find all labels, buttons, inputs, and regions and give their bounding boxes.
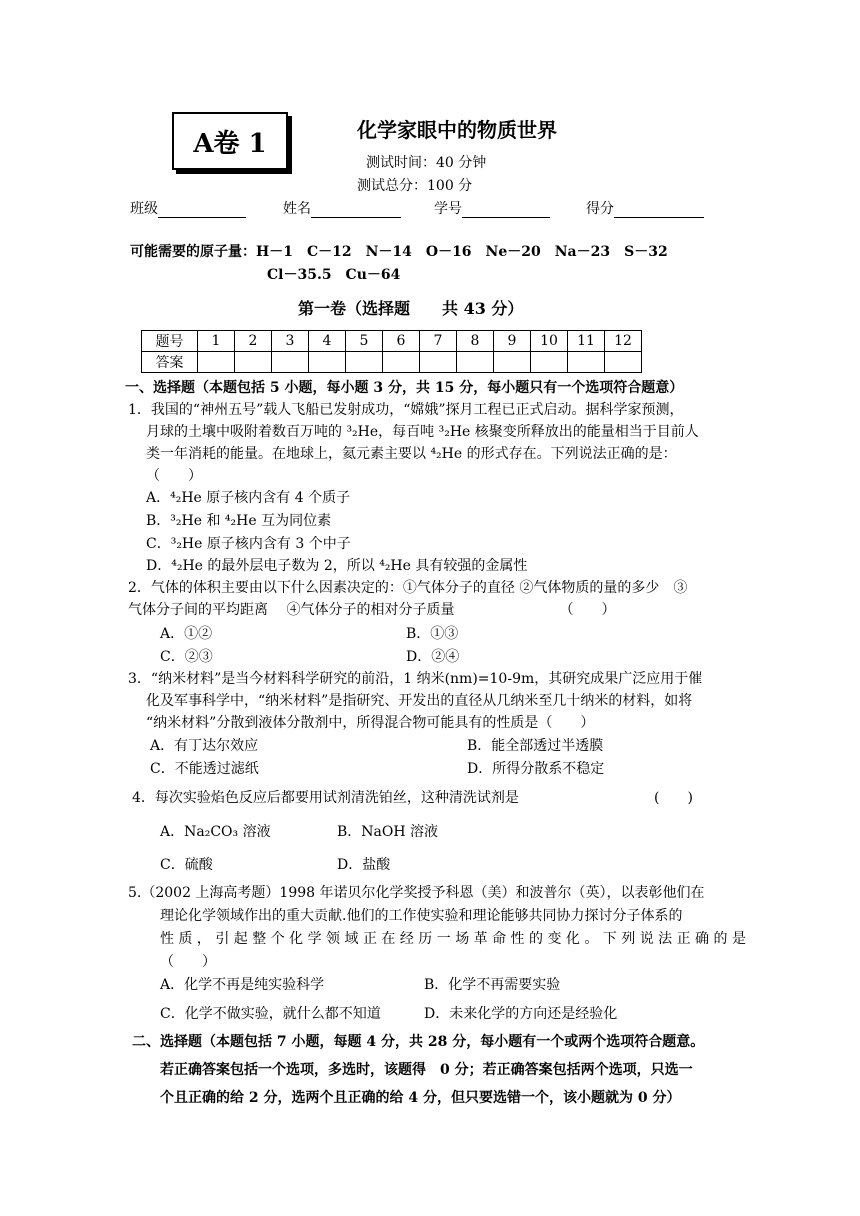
q2-option-d[interactable]: D．②④: [406, 649, 460, 665]
q5-line3: 性 质 ， 引 起 整 个 化 学 领 域 正 在 经 历 一 场 革 命 性 的 变 化 。 下 列 说 法 正 确 的 是: [160, 931, 746, 947]
name-label: 姓名: [283, 201, 311, 217]
q1-option-b[interactable]: B．³₂He 和 ⁴₂He 互为同位素: [146, 513, 332, 529]
answer-cell[interactable]: [346, 352, 383, 373]
answer-cell[interactable]: [605, 352, 642, 373]
answer-cell[interactable]: [198, 352, 235, 373]
q1-option-c[interactable]: C．³₂He 原子核内含有 3 个中子: [146, 536, 351, 552]
name-field[interactable]: [283, 198, 401, 218]
atomic-mass-line1: 可能需要的原子量：H－1 C－12 N－14 O－16 Ne－20 Na－23 S－32: [130, 244, 668, 260]
q4-option-d[interactable]: D．盐酸: [337, 857, 391, 873]
q2-line1: 2．气体的体积主要由以下什么因素决定的：①气体分子的直径 ②气体物质的量的多少 ③: [128, 580, 688, 596]
test-time: 测试时间：40 分钟: [366, 155, 487, 171]
class-field[interactable]: [130, 198, 246, 218]
answer-cell[interactable]: [531, 352, 568, 373]
table-header-cell: 答案: [142, 352, 198, 373]
q3-option-c[interactable]: C．不能透过滤纸: [150, 761, 259, 777]
class-label: 班级: [130, 201, 158, 217]
table-cell: 12: [605, 331, 642, 352]
q2-line2: 气体分子间的平均距离 ④气体分子的相对分子质量 （ ）: [128, 602, 616, 618]
table-cell: 7: [420, 331, 457, 352]
q3-option-a[interactable]: A．有丁达尔效应: [150, 738, 259, 754]
name-blank[interactable]: [311, 203, 401, 218]
table-row: [142, 331, 642, 352]
table-cell: 11: [568, 331, 605, 352]
section2-heading-line3: 个且正确的给 2 分，选两个且正确的给 4 分，但只要选错一个，该小题就为 0 分）: [160, 1090, 681, 1106]
q1-option-d[interactable]: D．⁴₂He 的最外层电子数为 2，所以 ⁴₂He 具有较强的金属性: [146, 558, 528, 574]
answer-cell[interactable]: [383, 352, 420, 373]
q2-option-c[interactable]: C．②③: [160, 649, 213, 665]
q3-option-b[interactable]: B．能全部透过半透膜: [467, 738, 604, 754]
part1-title: 第一卷（选择题 共 43 分）: [298, 299, 524, 318]
paper-badge: A卷 1: [172, 112, 288, 170]
q1-line1: 1．我国的“神州五号”载人飞船已发射成功，“嫦娥”探月工程已正式启动。据科学家预测，: [128, 402, 684, 418]
page-title: 化学家眼中的物质世界: [357, 118, 557, 142]
answer-cell[interactable]: [568, 352, 605, 373]
q3-line2: 化及军事科学中，“纳米材料”是指研究、开发出的直径从几纳米至几十纳米的材料，如将: [146, 693, 693, 709]
section2-heading-line2: 若正确答案包括一个选项，多选时，该题得 0 分；若正确答案包括两个选项，只选一: [160, 1062, 693, 1078]
table-cell: 2: [235, 331, 272, 352]
q2-option-b[interactable]: B．①③: [406, 626, 459, 642]
q5-answer-paren: （ ）: [160, 954, 216, 970]
q4-option-c[interactable]: C．硫酸: [160, 857, 213, 873]
q1-line3: 类一年消耗的能量。在地球上，氦元素主要以 ⁴₂He 的形式存在。下列说法正确的是：: [146, 446, 677, 462]
answer-table: [141, 330, 642, 373]
q3-option-d[interactable]: D．所得分散系不稳定: [467, 761, 605, 777]
table-cell: 6: [383, 331, 420, 352]
atomic-mass-line2: Cl－35.5 Cu－64: [267, 267, 401, 283]
table-cell: 9: [494, 331, 531, 352]
section1-heading: 一、选择题（本题包括 5 小题，每小题 3 分，共 15 分，每小题只有一个选项符合题意）: [125, 380, 684, 396]
table-header-cell: 题号: [142, 331, 198, 352]
table-cell: 1: [198, 331, 235, 352]
table-row: [142, 352, 642, 373]
q5-option-c[interactable]: C．化学不做实验，就什么都不知道: [160, 1006, 381, 1022]
table-cell: 3: [272, 331, 309, 352]
q4-answer-paren: ( ): [654, 790, 693, 806]
q1-line2: 月球的土壤中吸附着数百万吨的 ³₂He，每百吨 ³₂He 核聚变所释放出的能量相当于目前人: [146, 424, 699, 440]
score-field[interactable]: [586, 198, 704, 218]
score-blank[interactable]: [614, 203, 704, 218]
q1-option-a[interactable]: A．⁴₂He 原子核内含有 4 个质子: [146, 490, 351, 506]
q5-line1: 5.（2002 上海高考题）1998 年诺贝尔化学奖授予科恩（美）和波普尔（英），以表彰他们在: [128, 885, 705, 901]
q4-line1: 4．每次实验焰色反应后都要用试剂清洗铂丝，这种清洗试剂是: [132, 790, 519, 806]
answer-cell[interactable]: [309, 352, 346, 373]
table-cell: 8: [457, 331, 494, 352]
answer-cell[interactable]: [457, 352, 494, 373]
student-id-field[interactable]: [434, 198, 550, 218]
q4-option-a[interactable]: A．Na₂CO₃ 溶液: [160, 824, 271, 840]
q5-option-d[interactable]: D．未来化学的方向还是经验化: [424, 1006, 618, 1022]
class-blank[interactable]: [158, 203, 246, 218]
test-total: 测试总分：100 分: [357, 178, 473, 194]
student-id-blank[interactable]: [462, 203, 550, 218]
answer-cell[interactable]: [420, 352, 457, 373]
q2-option-a[interactable]: A．①②: [160, 626, 213, 642]
table-cell: 5: [346, 331, 383, 352]
student-id-label: 学号: [434, 201, 462, 217]
q1-answer-paren: （ ）: [146, 468, 202, 484]
answer-cell[interactable]: [272, 352, 309, 373]
score-label: 得分: [586, 201, 614, 217]
table-cell: 4: [309, 331, 346, 352]
table-cell: 10: [531, 331, 568, 352]
answer-cell[interactable]: [494, 352, 531, 373]
q5-line2: 理论化学领域作出的重大贡献.他们的工作使实验和理论能够共同协力探讨分子体系的: [160, 908, 683, 924]
q5-option-b[interactable]: B．化学不再需要实验: [424, 977, 561, 993]
answer-cell[interactable]: [235, 352, 272, 373]
q3-line1: 3．“纳米材料”是当今材料科学研究的前沿，1 纳米(nm)=10-9m，其研究成果广泛应用于催: [128, 671, 703, 687]
q3-line3: “纳米材料”分散到液体分散剂中，所得混合物可能具有的性质是（ ）: [146, 715, 595, 731]
section2-heading-line1: 二、选择题（本题包括 7 小题，每题 4 分，共 28 分，每小题有一个或两个选项符合题意。: [132, 1034, 705, 1050]
q4-option-b[interactable]: B．NaOH 溶液: [337, 824, 439, 840]
q5-option-a[interactable]: A．化学不再是纯实验科学: [160, 977, 325, 993]
